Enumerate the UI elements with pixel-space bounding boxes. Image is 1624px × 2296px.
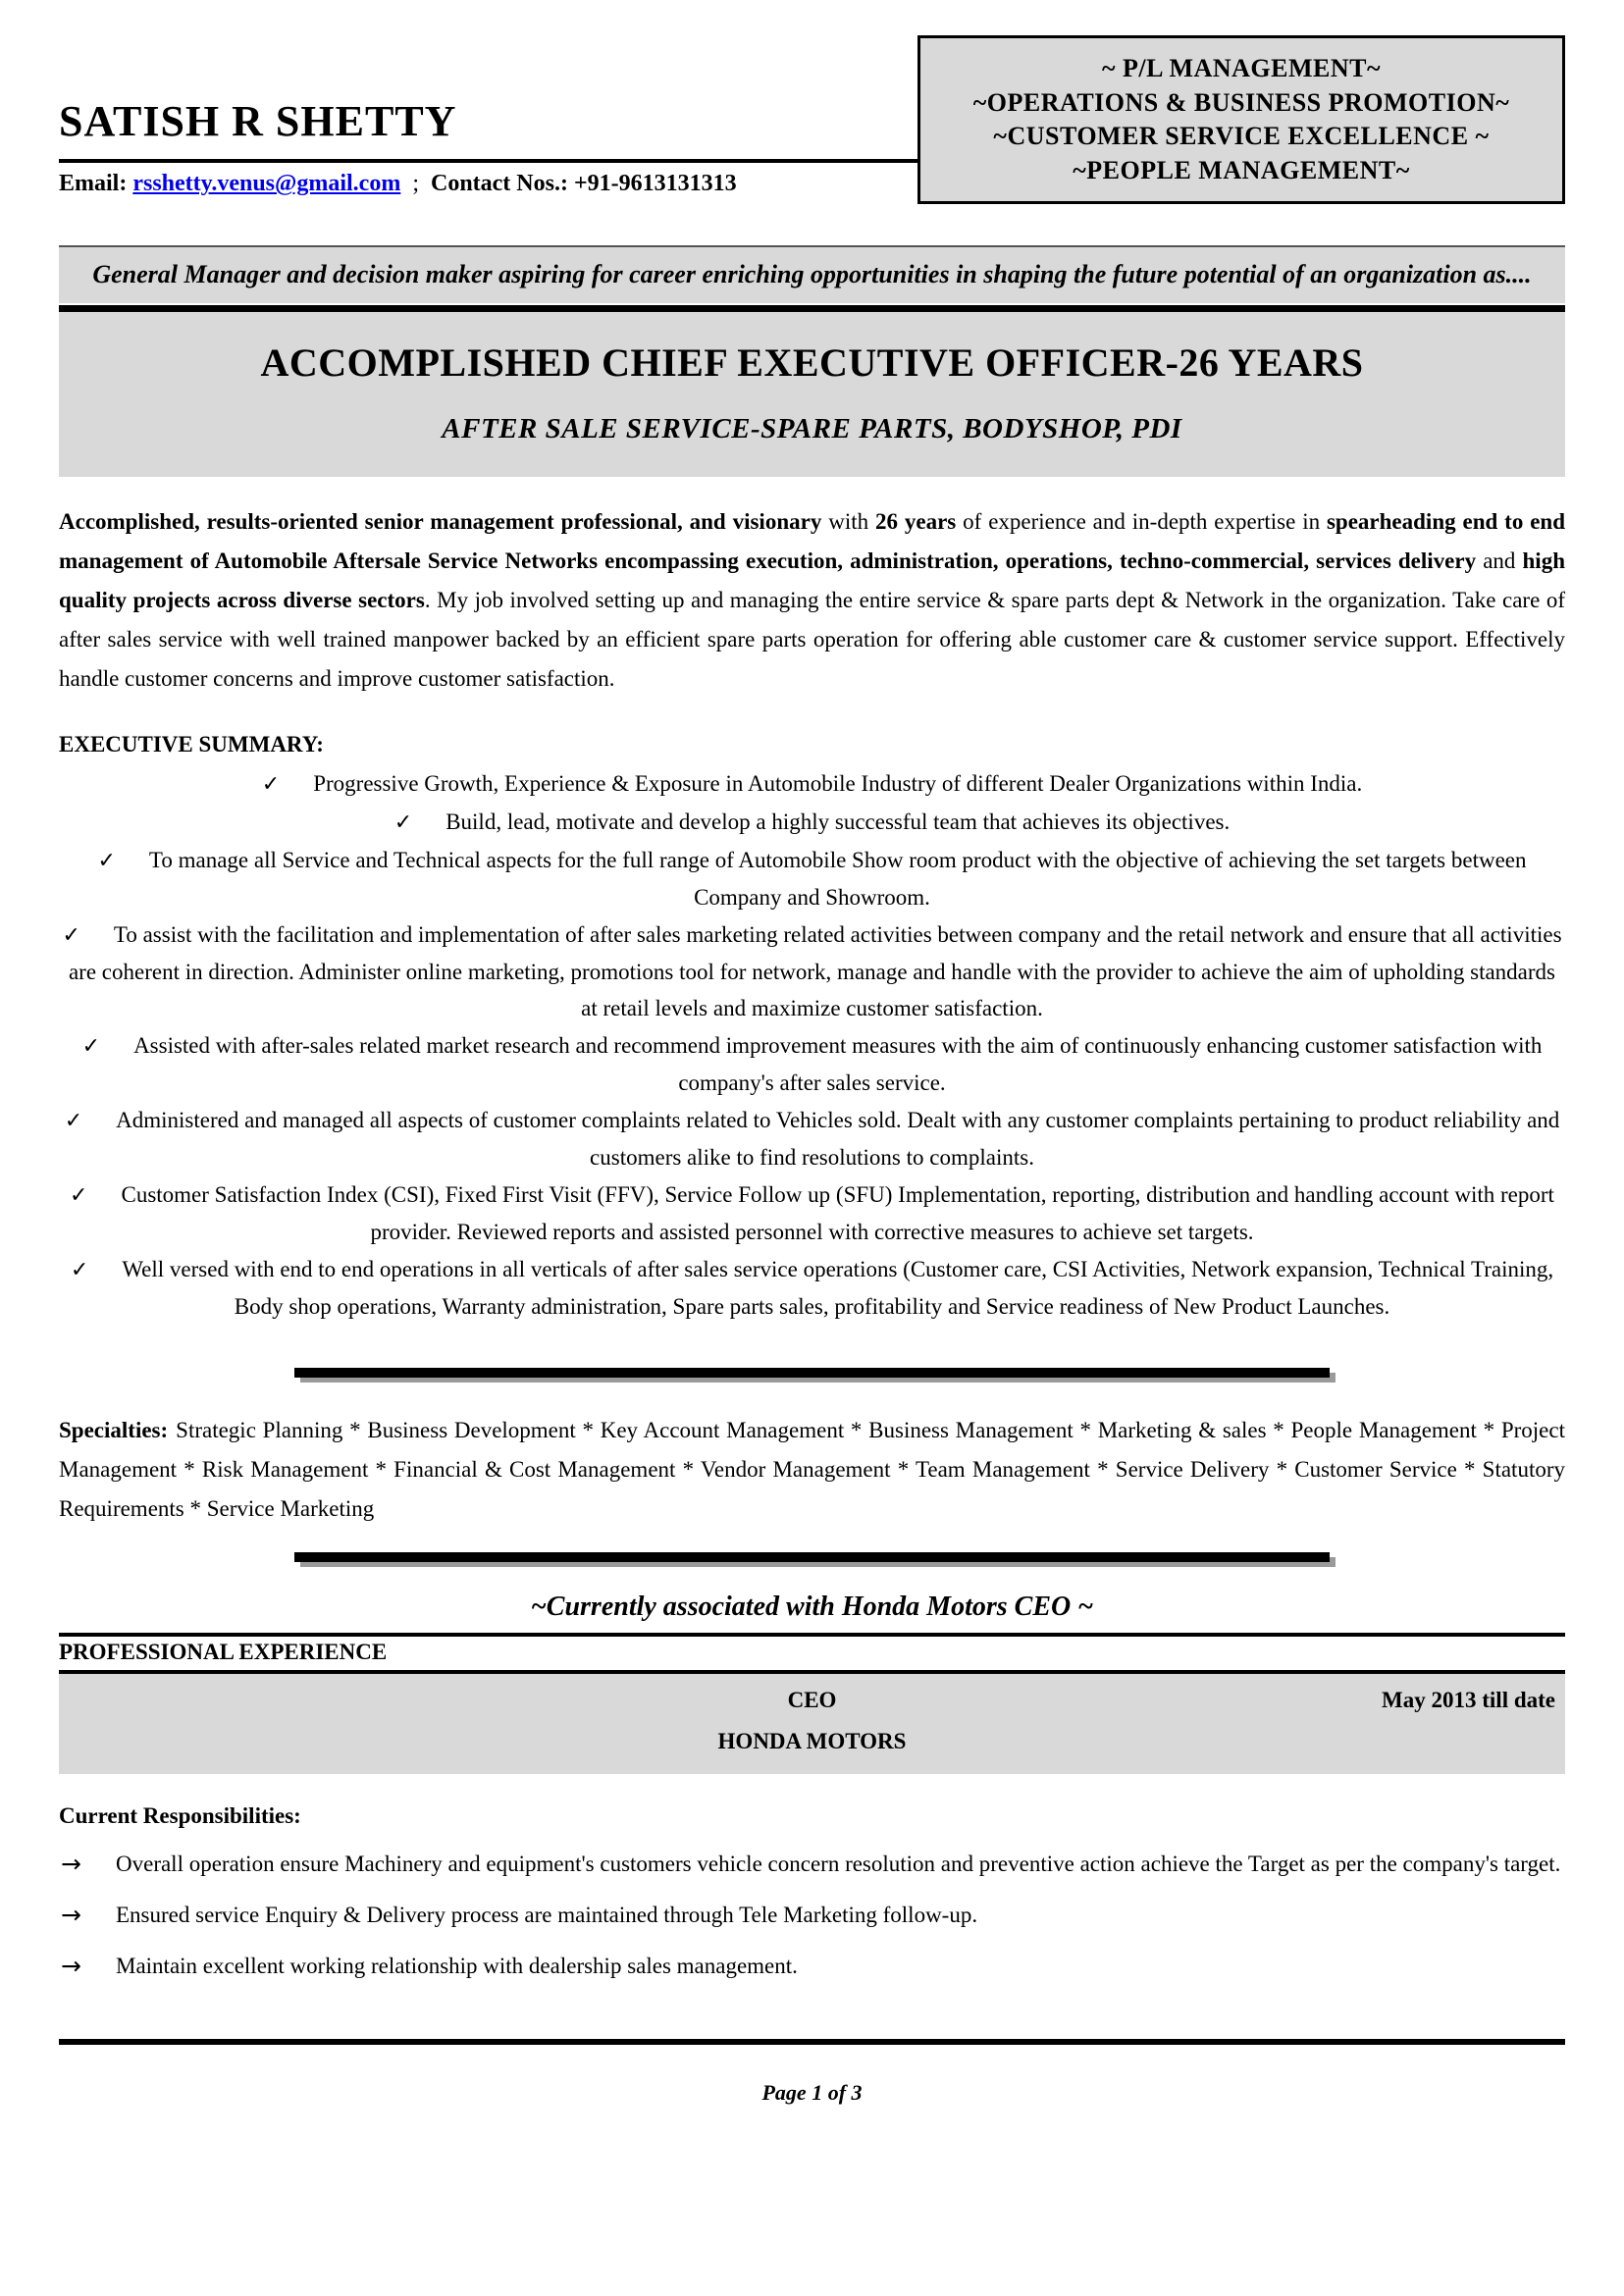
check-icon: ✓ (261, 772, 281, 798)
check-icon: ✓ (81, 1034, 101, 1060)
highlight-line: ~PEOPLE MANAGEMENT~ (1073, 155, 1410, 184)
executive-summary-list (59, 765, 1565, 1325)
check-icon: ✓ (64, 1109, 83, 1134)
summary-item-text: Customer Satisfaction Index (CSI), Fixed First Visit (FFV), Service Follow up (SFU) Implementation, reporting, distribution and handling account with report provider. Reviewed reports and assisted personnel with corrective measures to achieve set targets. (121, 1182, 1554, 1245)
responsibilities-list (59, 1845, 1565, 1986)
contact-label: Contact Nos.: (430, 171, 568, 197)
header-left (59, 98, 917, 197)
divider-bar-top (294, 1368, 1330, 1378)
highlights-box (917, 35, 1565, 204)
summary-item-text: Assisted with after-sales related market research and recommend improvement measures with the aim of continuously enhancing customer satisfaction with company's after sales service. (133, 1033, 1543, 1096)
summary-item (59, 1176, 1565, 1250)
email-link[interactable]: rsshetty.venus@gmail.com (132, 171, 401, 197)
executive-summary-heading: EXECUTIVE SUMMARY: (59, 732, 324, 757)
email-label: Email: (59, 171, 128, 197)
tagline-banner: General Manager and decision maker aspiring for career enriching opportunities in shaping the future potential of an organization as.... (59, 245, 1565, 303)
check-icon: ✓ (97, 849, 116, 874)
check-icon: ✓ (62, 923, 80, 949)
summary-item-text: To manage all Service and Technical aspects for the full range of Automobile Show room product with the objective of achieving the set targets between Company and Showroom. (148, 848, 1527, 911)
arrow-icon: → (61, 1901, 81, 1930)
highlight-line: ~OPERATIONS & BUSINESS PROMOTION~ (972, 87, 1510, 117)
responsibility-item (59, 1845, 1565, 1884)
check-icon: ✓ (393, 810, 413, 836)
divider-bar-bottom (294, 1552, 1330, 1562)
summary-item (59, 1027, 1565, 1101)
summary-item-text: Well versed with end to end operations in all verticals of after sales service operations (Customer care, CSI Activities, Network expansion, Technical Training, Body shop operations, Warranty administration, Spare parts sales, profitability and Service readiness of New Product Launches. (122, 1257, 1554, 1320)
responsibility-item (59, 1896, 1565, 1935)
page-number: Page 1 of 3 (761, 2080, 863, 2106)
summary-item (59, 1251, 1565, 1325)
summary-paragraph: Accomplished, results-oriented senior management professional, and visionary with 26 years of experience and in-depth expertise in spearheading end to end management of Automobile Aftersale Service Networks encompassing execution, administration, operations, techno-commercial, services delivery and high quality projects across diverse sectors. My job involved setting up and managing the entire service & spare parts dept & Network in the organization. Take care of after sales service with well trained manpower backed by an efficient spare parts operation for offering able customer care & customer service support. Effectively handle customer concerns and improve customer satisfaction. (59, 509, 1566, 692)
footer-rule (59, 2039, 1565, 2045)
experience-box (59, 1670, 1565, 1774)
specialties-label: Specialties: (59, 1418, 169, 1443)
subheadline: AFTER SALE SERVICE-SPARE PARTS, BODYSHOP, PDI (442, 413, 1182, 445)
summary-item-text: Build, lead, motivate and develop a highly successful team that achieves its objectives. (445, 809, 1231, 835)
responsibility-item (59, 1947, 1565, 1986)
specialties-paragraph (59, 1411, 1565, 1529)
summary-item (59, 842, 1565, 915)
summary-item-text: Progressive Growth, Experience & Exposure in Automobile Industry of different Dealer Organizations within India. (313, 771, 1363, 797)
company-name: HONDA MOTORS (717, 1729, 907, 1754)
check-icon: ✓ (70, 1258, 89, 1283)
arrow-icon: → (61, 1952, 81, 1981)
responsibility-text: Overall operation ensure Machinery and equipment's customers vehicle concern resolution and preventive action achieve the Target as per the company's target. (116, 1852, 1561, 1877)
employment-period: May 2013 till date (1382, 1688, 1555, 1713)
summary-item-text: To assist with the facilitation and implementation of after sales marketing related activities between company and the retail network and ensure that all activities are coherent in direction. Administer online marketing, promotions tool for network, manage and handle with the provider to achieve the aim of upholding standards at retail levels and maximize customer satisfaction. (68, 922, 1562, 1021)
check-icon: ✓ (70, 1183, 88, 1209)
responsibilities-heading: Current Responsibilities: (59, 1803, 301, 1829)
contact-separator: ; (412, 171, 419, 197)
headline: ACCOMPLISHED CHIEF EXECUTIVE OFFICER-26 YEARS (260, 340, 1364, 386)
contact-line (59, 163, 917, 197)
title-banner (59, 312, 1565, 477)
role-row (67, 1686, 1557, 1715)
summary-item (59, 1102, 1565, 1175)
person-name: SATISH R SHETTY (59, 97, 457, 145)
summary-item-text: Administered and managed all aspects of customer complaints related to Vehicles sold. Dealt with any customer complaints pertaining to product reliability and customers alike to find resolutions to complaints. (116, 1108, 1560, 1171)
role-title: CEO (787, 1688, 837, 1713)
highlight-line: ~CUSTOMER SERVICE EXCELLENCE ~ (993, 122, 1490, 151)
summary-item (59, 765, 1565, 803)
banner-divider (59, 305, 1565, 312)
summary-item (59, 804, 1565, 841)
responsibility-text: Ensured service Enquiry & Delivery process are maintained through Tele Marketing follow-up. (116, 1903, 978, 1928)
arrow-icon: → (61, 1850, 81, 1879)
summary-item (59, 916, 1565, 1026)
highlight-line: ~ P/L MANAGEMENT~ (1102, 54, 1381, 82)
current-association: ~Currently associated with Honda Motors CEO ~ (530, 1592, 1094, 1623)
professional-experience-heading: PROFESSIONAL EXPERIENCE (59, 1640, 388, 1665)
contact-number: +91-9613131313 (573, 171, 737, 197)
responsibility-text: Maintain excellent working relationship with dealership sales management. (116, 1954, 798, 1979)
specialties-text: Strategic Planning * Business Development * Key Account Management * Business Management * Marketing & sales * People Management * Project Management * Risk Management * Financial & Cost Management * Vendor Management * Team Management * Service Delivery * Customer Service * Statutory Requirements * Service Marketing (59, 1418, 1565, 1522)
header (59, 0, 1565, 204)
